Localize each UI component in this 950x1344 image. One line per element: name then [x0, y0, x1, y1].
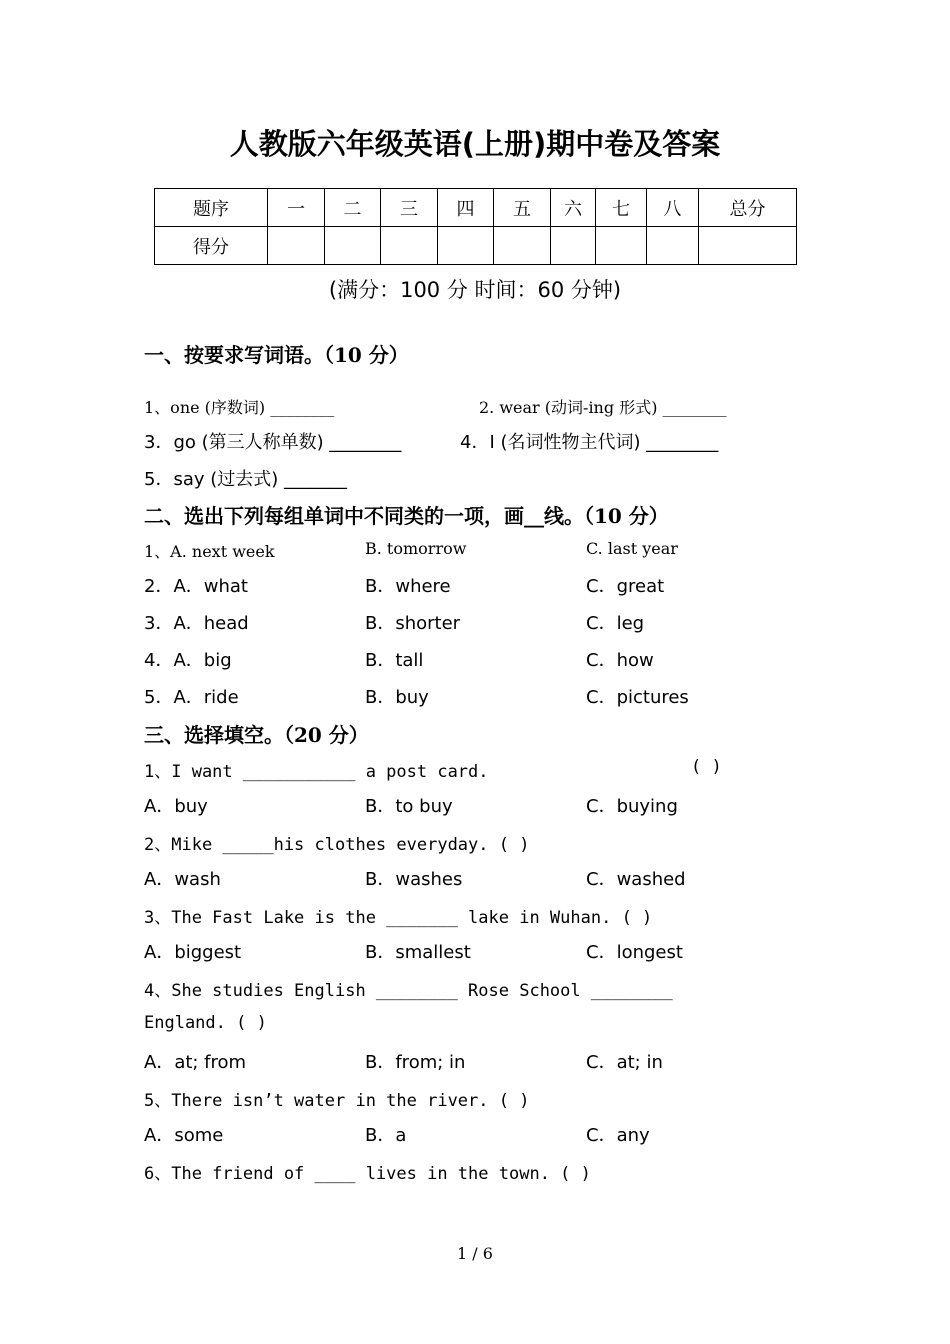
option-c: C．longest — [586, 942, 683, 963]
section1-item: 2. wear (动词-ing 形式) ________ — [479, 398, 727, 417]
section2-option-c: C．how — [586, 650, 654, 671]
option-c: C．any — [586, 1125, 650, 1146]
option-c: C．at; in — [586, 1052, 663, 1073]
question-text-continued: England. ( ) — [144, 1013, 267, 1033]
section2-option-a: 1、A. next week — [144, 542, 275, 561]
section2-option-c: C．leg — [586, 613, 645, 634]
option-b: B．smallest — [365, 942, 471, 963]
option-a: A．biggest — [144, 942, 242, 963]
section2-option-c: C．pictures — [586, 687, 689, 708]
score-table-header-cell: 四 — [438, 189, 494, 227]
score-table-header-row — [155, 189, 797, 227]
option-b: B．from; in — [365, 1052, 466, 1073]
score-cell — [381, 227, 438, 265]
option-a: A．at; from — [144, 1052, 247, 1073]
score-cell — [647, 227, 699, 265]
score-table-header-cell: 六 — [551, 189, 596, 227]
score-cell — [494, 227, 551, 265]
exam-meta: (满分：100 分 时间：60 分钟) — [328, 278, 622, 302]
score-cell — [596, 227, 647, 265]
section1-item: 1、one (序数词) ________ — [144, 398, 335, 417]
section3-heading: 三、选择填空。（20 分） — [144, 723, 369, 747]
section2-option-a: 2．A．what — [144, 576, 248, 597]
score-table-header-cell: 三 — [381, 189, 438, 227]
score-table-header-cell: 七 — [596, 189, 647, 227]
question-text: 6、The friend of ____ lives in the town. ( ) — [144, 1164, 591, 1184]
score-cell — [551, 227, 596, 265]
option-b: B．to buy — [365, 796, 453, 817]
page-number: 1 / 6 — [457, 1244, 493, 1263]
question-text: 2、Mike _____his clothes everyday. ( ) — [144, 835, 530, 855]
score-table-header-cell: 一 — [268, 189, 325, 227]
section2-option-a: 3．A．head — [144, 613, 249, 634]
score-cell — [438, 227, 494, 265]
section2-option-a: 5．A．ride — [144, 687, 239, 708]
section2-option-a: 4．A．big — [144, 650, 232, 671]
option-a: A．some — [144, 1125, 224, 1146]
score-cell — [268, 227, 325, 265]
section2-option-b: B．tall — [365, 650, 424, 671]
score-cell — [699, 227, 797, 265]
section2-option-c: C．great — [586, 576, 665, 597]
section2-option-c: C. last year — [586, 539, 678, 558]
question-text: 1、I want ___________ a post card. — [144, 762, 489, 782]
score-row-label: 得分 — [155, 227, 268, 265]
score-table-score-row — [155, 227, 797, 265]
score-table-header-cell: 总分 — [699, 189, 797, 227]
score-table-header-cell: 二 — [325, 189, 381, 227]
score-table-header-cell: 八 — [647, 189, 699, 227]
question-text: 4、She studies English ________ Rose School ________ — [144, 981, 673, 1001]
question-text: 3、The Fast Lake is the _______ lake in Wuhan. ( ) — [144, 908, 653, 928]
score-table — [154, 188, 797, 265]
question-text: 5、There isn’t water in the river. ( ) — [144, 1091, 530, 1111]
option-b: B．a — [365, 1125, 407, 1146]
section2-option-b: B．buy — [365, 687, 429, 708]
section2-option-b: B．shorter — [365, 613, 461, 634]
section1-item: 4．I (名词性物主代词) ________ — [460, 432, 719, 453]
section1-heading: 一、按要求写词语。（10 分） — [144, 343, 409, 367]
section2-heading: 二、选出下列每组单词中不同类的一项，画__线。（10 分） — [144, 504, 669, 528]
answer-paren: ( ) — [691, 757, 722, 777]
section2-option-b: B. tomorrow — [365, 539, 467, 558]
page-title: 人教版六年级英语(上册)期中卷及答案 — [229, 127, 721, 161]
option-a: A．buy — [144, 796, 208, 817]
score-table-header-cell: 五 — [494, 189, 551, 227]
section1-item: 5．say (过去式) _______ — [144, 469, 348, 490]
score-cell — [325, 227, 381, 265]
section2-option-b: B．where — [365, 576, 451, 597]
option-c: C．washed — [586, 869, 686, 890]
section1-item: 3．go (第三人称单数) ________ — [144, 432, 402, 453]
option-b: B．washes — [365, 869, 463, 890]
score-table-header-cell: 题序 — [155, 189, 268, 227]
option-a: A．wash — [144, 869, 221, 890]
option-c: C．buying — [586, 796, 678, 817]
